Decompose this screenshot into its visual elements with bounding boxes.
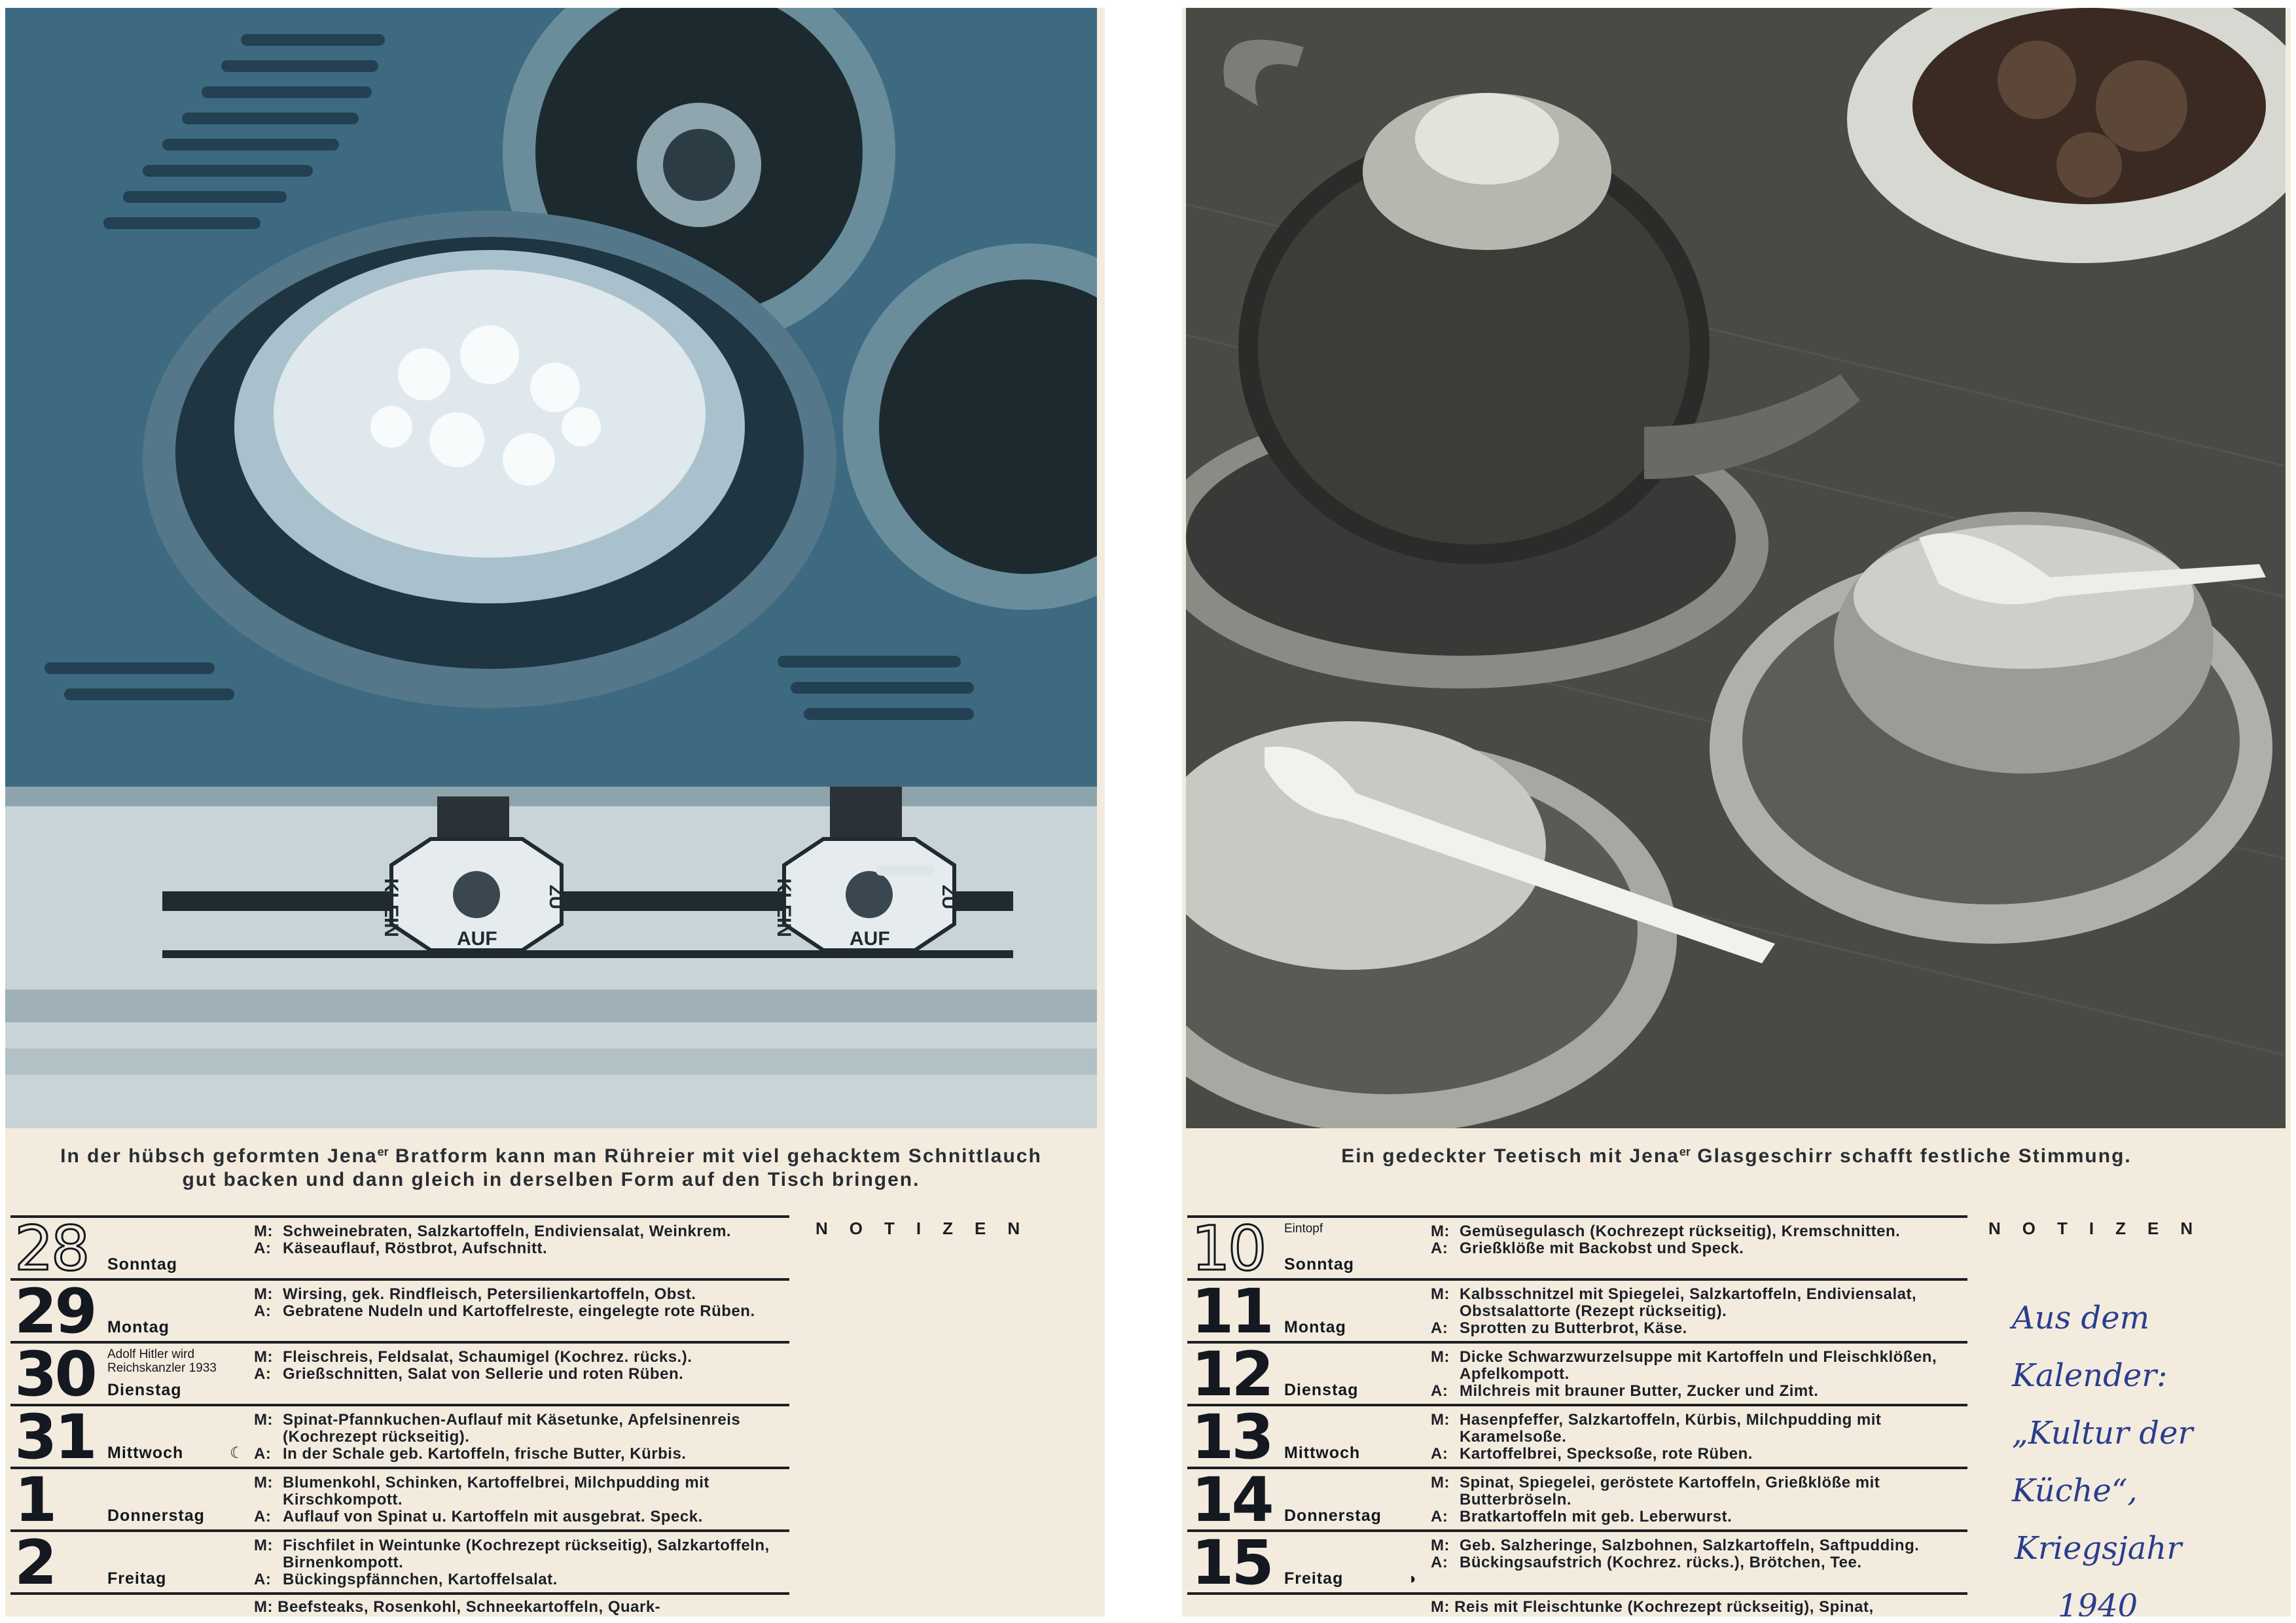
knob-label-klein: KLEIN (380, 878, 402, 937)
lunch-menu: M: Spinat-Pfannkuchen-Auflauf mit Käsetunke, Apfelsinenreis (Kochrezept rückseitig). (254, 1411, 741, 1446)
weekday-name: Mittwoch (1284, 1444, 1361, 1462)
lunch-menu: M: Schweinebraten, Salzkartoffeln, Endiviensalat, Weinkrem. (254, 1222, 732, 1240)
meal-plan (254, 1349, 789, 1383)
right-calendar-page (1182, 8, 2291, 1616)
day-number: 29 (14, 1276, 95, 1347)
meal-plan (1431, 1286, 1967, 1337)
day-number: 2 (14, 1527, 55, 1599)
weekday-name: Montag (107, 1318, 170, 1336)
stove-photo (5, 8, 1097, 1128)
meal-plan (254, 1474, 789, 1525)
lunch-menu: M: Geb. Salzheringe, Salzbohnen, Salzkartoffeln, Saftpudding. (1431, 1537, 1920, 1554)
meal-plan (1431, 1223, 1967, 1257)
handwritten-note (2012, 1289, 2287, 1616)
knob-label-zu: ZU (546, 885, 566, 910)
handwritten-line: „Kultur der (2012, 1415, 2193, 1452)
dinner-menu: A: Bratkartoffeln mit geb. Leberwurst. (1431, 1508, 1732, 1525)
day-number: 15 (1191, 1527, 1272, 1599)
cut-off-row (10, 1592, 789, 1616)
calendar-day-row (1187, 1213, 1967, 1285)
calendar-day-row (1187, 1276, 1967, 1347)
cut-off-meal: M: Beefsteaks, Rosenkohl, Schneekartoffeln, Quark- (254, 1598, 661, 1616)
weekday-name: Montag (1284, 1318, 1346, 1336)
calendar-day-row (10, 1465, 789, 1536)
dinner-menu: A: Bückingsaufstrich (Kochrez. rücks.), Brötchen, Tee. (1431, 1554, 1862, 1571)
handwritten-line: 1940 (2058, 1588, 2138, 1616)
calendar-day-row (10, 1213, 789, 1285)
knob-label-auf: AUF (850, 928, 890, 950)
calendar-day-row (10, 1402, 789, 1473)
day-number: 13 (1191, 1402, 1272, 1473)
calendar-day-row (10, 1339, 789, 1410)
moon-phase-icon: ◑ (1407, 1570, 1416, 1588)
day-number: 28 (14, 1213, 88, 1285)
notes-heading: NOTIZEN (1988, 1219, 2215, 1238)
day-number: 31 (14, 1402, 95, 1473)
dinner-menu: A: Käseauflauf, Röstbrot, Aufschnitt. (254, 1240, 548, 1257)
lunch-menu: M: Fischfilet in Weintunke (Kochrezept rückseitig), Salzkartoffeln, Birnenkompott. (254, 1537, 770, 1571)
weekday-name: Freitag (107, 1569, 167, 1588)
lunch-menu: M: Blumenkohl, Schinken, Kartoffelbrei, Milchpudding mit Kirschkompott. (254, 1474, 709, 1508)
day-number: 10 (1191, 1213, 1265, 1285)
calendar-day-row (10, 1527, 789, 1599)
menu-calendar (10, 1215, 789, 1616)
weekday-name: Donnerstag (107, 1507, 205, 1525)
notes-heading: NOTIZEN (816, 1219, 1042, 1238)
dinner-menu: A: Sprotten zu Butterbrot, Käse. (1431, 1319, 1687, 1337)
dinner-menu: A: In der Schale geb. Kartoffeln, frische Butter, Kürbis. (254, 1445, 687, 1463)
meal-plan (254, 1286, 789, 1320)
handwritten-line: Kriegsjahr (2015, 1530, 2182, 1567)
weekday-name: Freitag (1284, 1569, 1344, 1588)
dinner-menu: A: Grießklöße mit Backobst und Speck. (1431, 1240, 1744, 1257)
day-remark: Eintopf (1284, 1222, 1323, 1236)
weekday-name: Donnerstag (1284, 1507, 1382, 1525)
calendar-day-row (1187, 1527, 1967, 1599)
calendar-day-row (1187, 1339, 1967, 1410)
lunch-menu: M: Dicke Schwarzwurzelsuppe mit Kartoffeln und Fleischklößen, Apfelkompott. (1431, 1348, 1937, 1383)
lunch-menu: M: Kalbsschnitzel mit Spiegelei, Salzkartoffeln, Endiviensalat, Obstsalattorte (Rezept rückseitig). (1431, 1285, 1917, 1320)
dinner-menu: A: Bückingspfännchen, Kartoffelsalat. (254, 1571, 558, 1588)
meal-plan (254, 1412, 789, 1463)
day-number: 1 (14, 1465, 55, 1536)
lunch-menu: M: Spinat, Spiegelei, geröstete Kartoffeln, Grießklöße mit Butterbröseln. (1431, 1474, 1880, 1508)
day-number: 12 (1191, 1339, 1272, 1410)
meal-plan (1431, 1412, 1967, 1463)
handwritten-line: Kalender: (2012, 1357, 2168, 1394)
dinner-menu: A: Grießschnitten, Salat von Sellerie und roten Rüben. (254, 1365, 684, 1383)
meal-plan (1431, 1349, 1967, 1400)
tea-table-illustration (1186, 8, 2286, 1128)
cut-off-row (1187, 1592, 1967, 1616)
meal-plan (254, 1223, 789, 1257)
left-calendar-page (5, 8, 1105, 1616)
day-number: 11 (1191, 1276, 1272, 1347)
calendar-day-row (1187, 1402, 1967, 1473)
lunch-menu: M: Wirsing, gek. Rindfleisch, Petersilienkartoffeln, Obst. (254, 1285, 696, 1303)
meal-plan (1431, 1537, 1967, 1571)
day-remark: Adolf Hitler wird Reichskanzler 1933 (107, 1347, 217, 1375)
handwritten-line: Aus dem (2012, 1300, 2150, 1336)
weekday-name: Mittwoch (107, 1444, 184, 1462)
photo-caption: In der hübsch geformten Jena$^{er}$ Bratform kann man Rühreier mit viel gehacktem Schnittlauch gut backen und dann gleich in derselben Form auf den Tisch bringen. (60, 1145, 1042, 1190)
lunch-menu: M: Hasenpfeffer, Salzkartoffeln, Kürbis, Milchpudding mit Karamelsoße. (1431, 1411, 1882, 1446)
menu-calendar (1187, 1215, 1967, 1616)
weekday-name: Dienstag (107, 1381, 182, 1399)
dinner-menu: A: Gebratene Nudeln und Kartoffelreste, eingelegte rote Rüben. (254, 1302, 755, 1320)
calendar-day-row (10, 1276, 789, 1347)
cut-off-meal: M: Reis mit Fleischtunke (Kochrezept rückseitig), Spinat, (1431, 1598, 1874, 1616)
dinner-menu: A: Auflauf von Spinat u. Kartoffeln mit ausgebrat. Speck. (254, 1508, 703, 1525)
calendar-day-row (1187, 1465, 1967, 1536)
photo-caption: Ein gedeckter Teetisch mit Jena$^{er}$ Glasgeschirr schafft festliche Stimmung. (1341, 1145, 2132, 1167)
tea-table-photo (1186, 8, 2286, 1128)
knob-label-klein: KLEIN (773, 878, 795, 937)
handwritten-line: Küche“, (2012, 1472, 2138, 1509)
stove-illustration (5, 8, 1097, 1128)
lunch-menu: M: Fleischreis, Feldsalat, Schaumigel (Kochrez. rücks.). (254, 1348, 692, 1366)
dinner-menu: A: Kartoffelbrei, Specksoße, rote Rüben. (1431, 1445, 1753, 1463)
day-number: 30 (14, 1339, 95, 1410)
weekday-name: Sonntag (107, 1255, 177, 1274)
moon-phase-icon: ☾ (230, 1444, 244, 1462)
dinner-menu: A: Milchreis mit brauner Butter, Zucker und Zimt. (1431, 1382, 1819, 1400)
knob-label-zu: ZU (939, 885, 959, 910)
knob-label-auf: AUF (457, 928, 497, 950)
meal-plan (254, 1537, 789, 1588)
lunch-menu: M: Gemüsegulasch (Kochrezept rückseitig), Kremschnitten. (1431, 1222, 1901, 1240)
meal-plan (1431, 1474, 1967, 1525)
day-number: 14 (1191, 1465, 1272, 1536)
weekday-name: Dienstag (1284, 1381, 1359, 1399)
weekday-name: Sonntag (1284, 1255, 1354, 1274)
